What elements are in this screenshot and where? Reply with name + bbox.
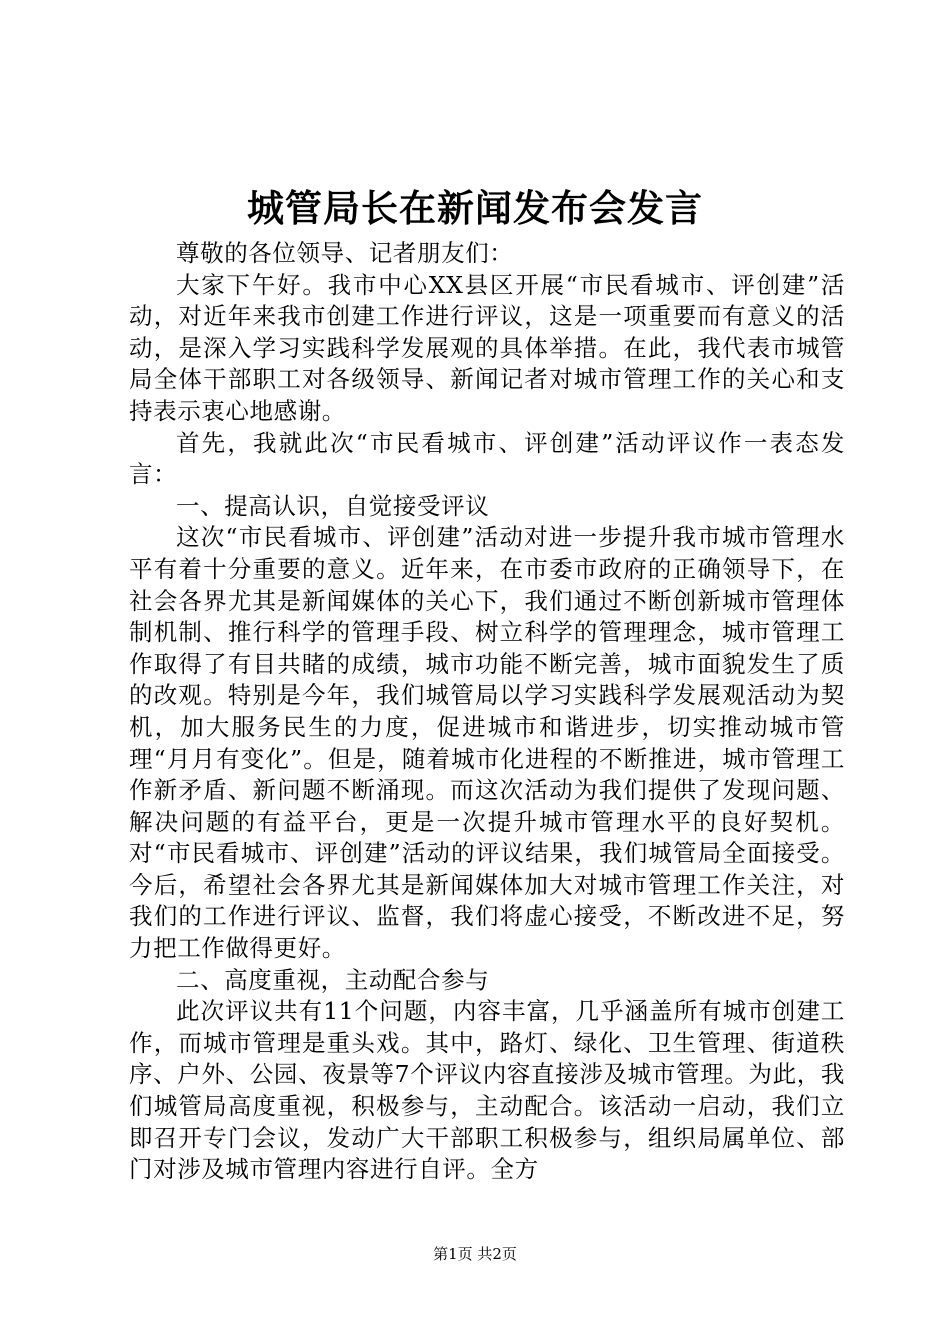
document-body (129, 238, 845, 1186)
section-heading-1: 一、提高认识，自觉接受评议 (176, 491, 490, 520)
intro-paragraph: 首先，我就此次“市民看城市、评创建”活动评议作一表态发言： (129, 428, 845, 489)
document-title: 城管局长在新闻发布会发言 (247, 187, 703, 230)
section-heading-2: 二、高度重视，主动配合参与 (176, 965, 490, 994)
salutation-paragraph: 尊敬的各位领导、记者朋友们： (176, 239, 514, 267)
section-2-paragraph: 此次评议共有11个问题，内容丰富，几乎涵盖所有城市创建工作，而城市管理是重头戏。其中，路灯、绿化、卫生管理、街道秩序、户外、公园、夜景等7个评议内容直接涉及城市管理。为此，我们城管局高度重视，积极参与，主动配合。该活动一启动，我们立即召开专门会议，发动广大干部职工积极参与，组织局属单位、部门对涉及城市管理内容进行自评。全方 (129, 997, 845, 1184)
greeting-paragraph: 大家下午好。我市中心XX县区开展“市民看城市、评创建”活动，对近年来我市创建工作进行评议，这是一项重要而有意义的活动，是深入学习实践科学发展观的具体举措。在此，我代表市城管局全体干部职工对各级领导、新闻记者对城市管理工作的关心和支持表示衷心地感谢。 (129, 270, 845, 425)
page-number-footer: 第1页 共2页 (433, 1245, 517, 1263)
section-1-paragraph: 这次“市民看城市、评创建”活动对进一步提升我市城市管理水平有着十分重要的意义。近年来，在市委市政府的正确领导下，在社会各界尤其是新闻媒体的关心下，我们通过不断创新城市管理体制机制、推行科学的管理手段、树立科学的管理理念，城市管理工作取得了有目共睹的成绩，城市功能不断完善，城市面貌发生了质的改观。特别是今年，我们城管局以学习实践科学发展观活动为契机，加大服务民生的力度，促进城市和谐进步，切实推动城市管理“月月有变化”。但是，随着城市化进程的不断推进，城市管理工作新矛盾、新问题不断涌现。而这次活动为我们提供了发现问题、解决问题的有益平台，更是一次提升城市管理水平的良好契机。对“市民看城市、评创建”活动的评议结果，我们城管局全面接受。今后，希望社会各界尤其是新闻媒体加大对城市管理工作关注，对我们的工作进行评议、监督，我们将虚心接受，不断改进不足，努力把工作做得更好。 (129, 523, 845, 963)
